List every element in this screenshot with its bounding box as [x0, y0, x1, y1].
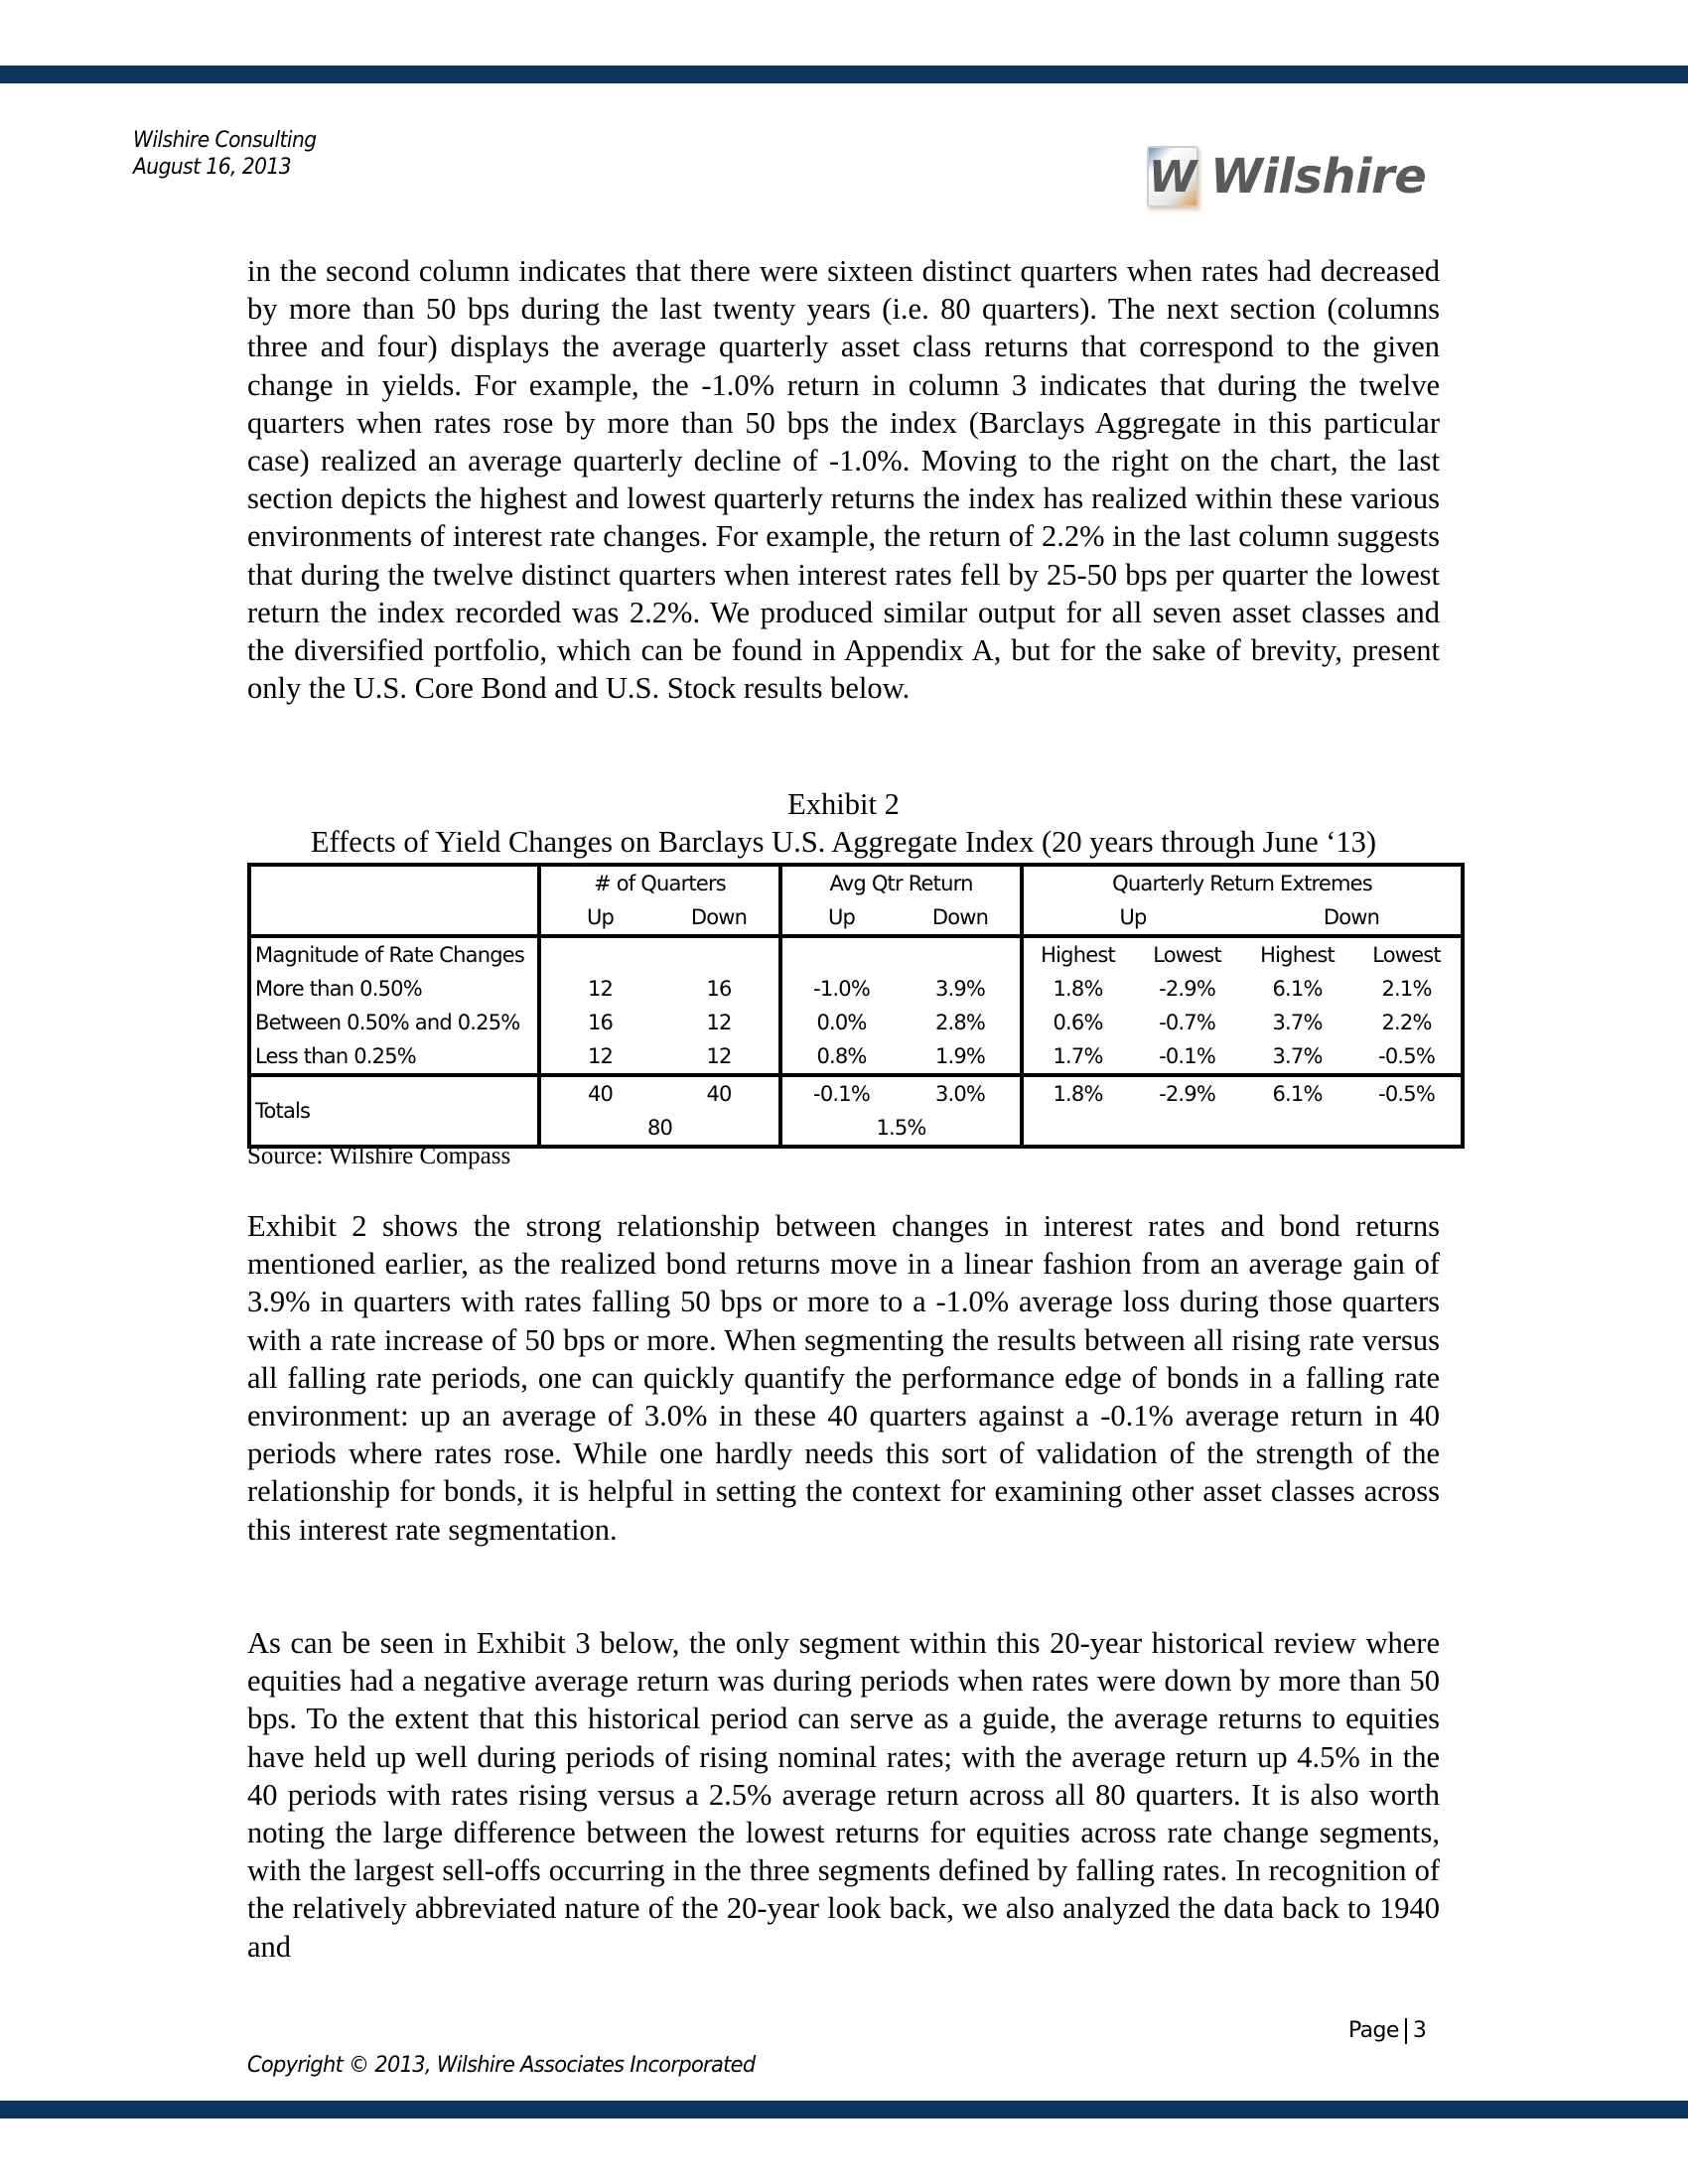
quarters-up: 12 [539, 1039, 659, 1075]
avg-up: 0.0% [780, 1006, 901, 1039]
avg-down: 1.9% [934, 1044, 986, 1068]
row-label: More than 0.50% [255, 977, 422, 1001]
empty-cell [780, 936, 901, 972]
quarters-down: 12 [706, 1011, 732, 1034]
page-label: Page [1348, 2018, 1399, 2043]
wilshire-logo [1147, 137, 1426, 216]
header-band [0, 66, 1688, 83]
page-number-value: 3 [1412, 2018, 1427, 2043]
header-up-lowest: Lowest [1132, 936, 1242, 972]
empty-cell [539, 936, 659, 972]
document-header [133, 127, 317, 181]
organization-name: Wilshire Consulting [133, 128, 317, 153]
row-label: Between 0.50% and 0.25% [255, 1011, 520, 1034]
quarters-up: 12 [539, 972, 659, 1006]
table-row [249, 1039, 1463, 1075]
paragraph-bond-analysis: Exhibit 2 shows the strong relationship between changes in interest rates and bond returns mentioned earlier, as the realized bond returns move in a linear fashion from an average gain of 3.9% in quarters with rates falling 50 bps or more to a -1.0% average loss during those quarters with a rate increase of 50 bps or more. When segmenting the results between all rising rate versus all falling rate periods, one can quickly quantify the performance edge of bonds in a falling rate environment: up an average of 3.0% in these 40 quarters against a -0.1% average return in 40 periods where rates rose. While one hardly needs this sort of validation of the strength of the relationship for bonds, it is helpful in setting the context for examining other asset classes across this interest rate segmentation. [247, 1209, 1440, 1547]
up-lowest: -2.9% [1159, 977, 1215, 1001]
table-label-row [249, 936, 1463, 972]
document-date: August 16, 2013 [133, 155, 292, 180]
header-up-highest: Highest [1022, 936, 1132, 972]
paragraph-intro: in the second column indicates that there were sixteen distinct quarters when rates had decreased by more than 50 bps during the last twenty years (i.e. 80 quarters). The next section (columns three and four) displays the average quarterly asset class returns that correspond to the given change in yields. For example, the -1.0% return in column 3 indicates that during the twelve quarters when rates rose by more than 50 bps the index (Barclays Aggregate in this particular case) realized an average quarterly decline of -1.0%. Moving to the right on the chart, the last section depicts the highest and lowest quarterly returns the index has realized within these various environments of interest rate changes. For example, the return of 2.2% in the last column suggests that during the twelve distinct quarters when interest rates fell by 25-50 bps per quarter the lowest return the index recorded was 2.2%. We produced similar output for all seven asset classes and the diversified portfolio, which can be found in Appendix A, but for the sake of brevity, present only the U.S. Core Bond and U.S. Stock results below. [247, 254, 1440, 706]
avg-down: 3.9% [934, 977, 986, 1001]
header-down-highest: Highest [1242, 936, 1352, 972]
totals-label: Totals [249, 1075, 539, 1147]
header-avg-return: Avg Qtr Return [780, 865, 1022, 900]
empty-cell [1022, 1111, 1463, 1147]
header-quarters-up: Up [539, 900, 659, 936]
header-avg-up: Up [780, 900, 901, 936]
down-highest: 6.1% [1272, 977, 1323, 1001]
avg-up: 0.8% [780, 1039, 901, 1075]
up-lowest: -0.1% [1159, 1044, 1215, 1068]
header-down-lowest: Lowest [1352, 936, 1463, 972]
up-highest: 1.8% [1022, 972, 1132, 1006]
totals-quarters-up: 40 [539, 1075, 659, 1111]
empty-cell [901, 936, 1022, 972]
copyright-notice: Copyright © 2013, Wilshire Associates Incorporated [247, 2053, 756, 2078]
exhibit-source: Source: Wilshire Compass [247, 1143, 511, 1169]
header-empty-cell [249, 865, 539, 900]
table-sub-header-row [249, 900, 1463, 936]
up-highest: 0.6% [1022, 1006, 1132, 1039]
quarters-down: 16 [706, 977, 732, 1001]
down-lowest: -0.5% [1378, 1044, 1436, 1068]
exhibit-table [247, 863, 1465, 1149]
page-separator [1405, 2018, 1407, 2044]
header-extremes-down: Down [1323, 905, 1380, 929]
logo-mark-letter: W [1148, 151, 1197, 203]
totals-up-lowest: -2.9% [1132, 1075, 1242, 1111]
down-highest: 3.7% [1272, 1044, 1323, 1068]
exhibit-title: Effects of Yield Changes on Barclays U.S. Aggregate Index (20 years through June ‘13) [310, 825, 1377, 859]
avg-down: 2.8% [934, 1011, 986, 1034]
totals-down-highest: 6.1% [1242, 1075, 1352, 1111]
header-extremes: Quarterly Return Extremes [1022, 865, 1463, 900]
table-row [249, 972, 1463, 1006]
totals-avg-down: 3.0% [901, 1075, 1022, 1111]
totals-avg-up: -0.1% [780, 1075, 901, 1111]
down-lowest: 2.1% [1381, 977, 1432, 1001]
exhibit-number: Exhibit 2 [787, 787, 900, 821]
totals-row [249, 1075, 1463, 1111]
down-highest: 3.7% [1272, 1011, 1323, 1034]
totals-avg-all: 1.5% [780, 1111, 1022, 1147]
paragraph-equity-analysis: As can be seen in Exhibit 3 below, the only segment within this 20-year historical review where equities had a negative average return was during periods when rates were down by more than 50 bps. To the extent that this historical period can serve as a guide, the average returns to equities have held up well during periods of rising nominal rates; with the average return up 4.5% in the 40 periods with rates rising versus a 2.5% average return across all 80 quarters. It is also worth noting the large difference between the lowest returns for equities across rate change segments, with the largest sell-offs occurring in the three segments defined by falling rates. In recognition of the relatively abbreviated nature of the 20-year look back, we also analyzed the data back to 1940 and [247, 1626, 1440, 1964]
page-number [1348, 2018, 1426, 2044]
header-quarters-down: Down [690, 905, 748, 929]
totals-up-highest: 1.8% [1022, 1075, 1132, 1111]
up-lowest: -0.7% [1159, 1011, 1215, 1034]
table-group-header-row [249, 865, 1463, 900]
header-avg-down: Down [931, 905, 989, 929]
header-quarters: # of Quarters [539, 865, 780, 900]
header-extremes-up: Up [1022, 900, 1242, 936]
table-row [249, 1006, 1463, 1039]
avg-up: -1.0% [780, 972, 901, 1006]
down-lowest: 2.2% [1381, 1011, 1432, 1034]
quarters-down: 12 [706, 1044, 732, 1068]
totals-down-lowest: -0.5% [1352, 1075, 1463, 1111]
quarters-up: 16 [539, 1006, 659, 1039]
logo-wordmark: Wilshire [1210, 149, 1427, 205]
row-label: Less than 0.25% [255, 1044, 416, 1068]
empty-cell [659, 936, 780, 972]
row-label-header: Magnitude of Rate Changes [249, 936, 539, 972]
totals-quarters-all: 80 [539, 1111, 780, 1147]
header-empty-cell [249, 900, 539, 936]
up-highest: 1.7% [1022, 1039, 1132, 1075]
logo-mark-icon [1147, 146, 1198, 207]
footer-band [0, 2101, 1688, 2118]
totals-quarters-down: 40 [659, 1075, 780, 1111]
